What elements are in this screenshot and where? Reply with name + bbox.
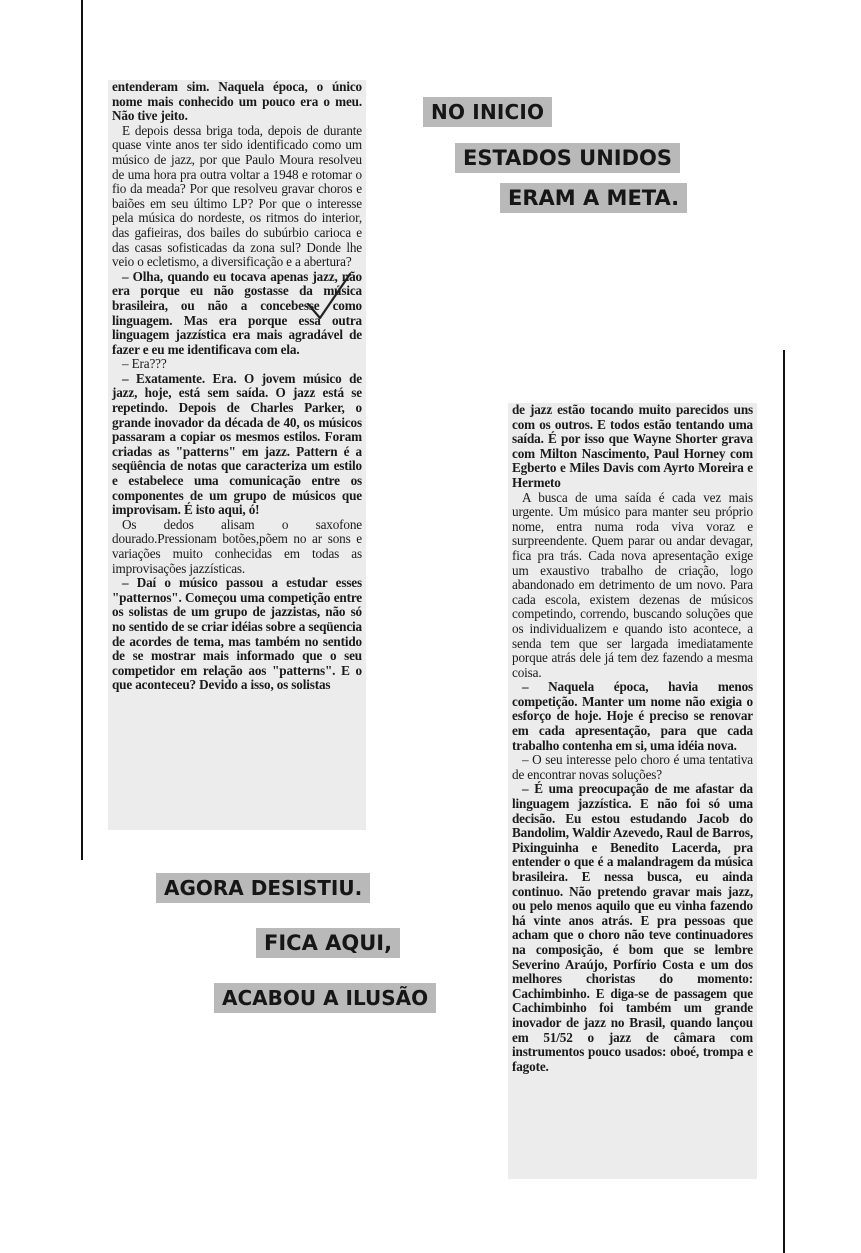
pen-checkmark [304, 270, 356, 330]
headline-no-inicio: NO INICIO [423, 97, 552, 127]
paragraph: Os dedos alisam o saxofone dourado.Pressionam botões,põem no ar sons e variações muito conhecidas em todas as improvisações jazzísticas. [112, 516, 362, 576]
paragraph: E depois dessa briga toda, depois de durante quase vinte anos ter sido identificado como um músico de jazz, por que Paulo Moura resolveu de uma hora pra outra voltar a 1948 e rotomar o fio da meada? Por que resolveu gravar choros e baiões em seu último LP? Por que o interesse pela música do nordeste, os ritmos do interior, das gafieiras, dos bailes do subúrbio carioca e das casas sofisticadas da zona sul? Donde lhe veio o ecletismo, a diversificação e a abertura? [112, 122, 362, 270]
headline-agora-desistiu: AGORA DESISTIU. [156, 873, 370, 903]
headline-eram-a-meta: ERAM A META. [500, 183, 687, 213]
right-page-edge-line [783, 350, 785, 1253]
paragraph: – Olha, quando eu tocava apenas jazz, não era porque eu não gostasse da música brasileira, ou não a concebesse como linguagem. Mas era porque essa outra linguagem jazzística era mais agradável de fazer e eu me identificava com ela. [112, 268, 362, 357]
left-page-edge-line [81, 0, 83, 860]
headline-estados-unidos: ESTADOS UNIDOS [455, 143, 680, 173]
headline-fica-aqui: FICA AQUI, [256, 928, 400, 958]
paragraph: de jazz estão tocando muito parecidos uns com os outros. E todos estão tentando uma saída. É por isso que Wayne Shorter grava com Milton Nascimento, Paul Horney com Egberto e Miles Davis com Ayrto Moreira e Hermeto [512, 403, 753, 490]
paragraph: A busca de uma saída é cada vez mais urgente. Um músico para manter seu próprio nome, entra numa roda viva voraz e surpreendente. Quem parar ou andar devagar, fica pra trás. Cada nova apresentação exige um exaustivo trabalho de criação, logo abandonado em detrimento de um novo. Para cada escola, existem dezenas de músicos competindo, correndo, buscando soluções que os individualizem e quando isto acontece, a senda tem que ser largada imediatamente porque atrás dele já tem dez fazendo a mesma coisa. [512, 489, 753, 680]
paragraph: – Naquela época, havia menos competição. Manter um nome não exigia o esforço de hoje. Hoje é preciso se renovar em cada apresentação, para que cada trabalho contenha em si, uma idéia nova. [512, 679, 753, 753]
paragraph: – É uma preocupação de me afastar da linguagem jazzística. E não foi só uma decisão. Eu estou estudando Jacob do Bandolim, Waldir Azevedo, Raul de Barros, Pixinguinha e Benedito Lacerda, pra entender o que é a malandragem da música brasileira. E nessa busca, eu ainda continuo. Não pretendo gravar mais jazz, ou pelo menos aquilo que eu vinha fazendo há vinte anos atrás. E pra pessoas que acham que o choro não teve continuadores na composição, é bom que se lembre Severino Araújo, Porfírio Costa e um dos melhores choristas do momento: Cachimbinho. E diga-se de passagem que Cachimbinho foi também um grande inovador de jazz no Brasil, quando lançou em 51/52 o jazz de câmara com instrumentos pouco usados: oboé, trompa e fagote. [512, 781, 753, 1074]
paragraph: entenderam sim. Naquela época, o único nome mais conhecido um pouco era o meu. Não tive jeito. [112, 80, 362, 124]
headline-acabou-a-ilusao: ACABOU A ILUSÃO [214, 983, 436, 1013]
article-column-left [108, 80, 366, 830]
paragraph: – Exatamente. Era. O jovem músico de jazz, hoje, está sem saída. O jazz está se repetindo. Depois de Charles Parker, o grande inovador da década de 40, os músicos passaram a copiar os mesmos estilos. Foram criadas as "patterns" em jazz. Pattern é a seqüência de notas que caracteriza um estilo e estabelece uma comunicação entre os componentes de um grupo de músicos que improvisam. É isto aqui, ó! [112, 370, 362, 518]
paragraph: – Daí o músico passou a estudar esses "patternos". Começou uma competição entre os solistas de um grupo de jazzistas, não só no sentido de se criar idéias sobre a seqüencia de acordes de tema, mas também no sentido de se mostrar mais informado que o seu competidor em relação aos "patterns". E o que aconteceu? Devido a isso, os solistas [112, 575, 362, 693]
paragraph: – O seu interesse pelo choro é uma tentativa de encontrar novas soluções? [512, 752, 753, 782]
paragraph: – Era??? [122, 356, 167, 372]
article-column-right [508, 403, 757, 1179]
